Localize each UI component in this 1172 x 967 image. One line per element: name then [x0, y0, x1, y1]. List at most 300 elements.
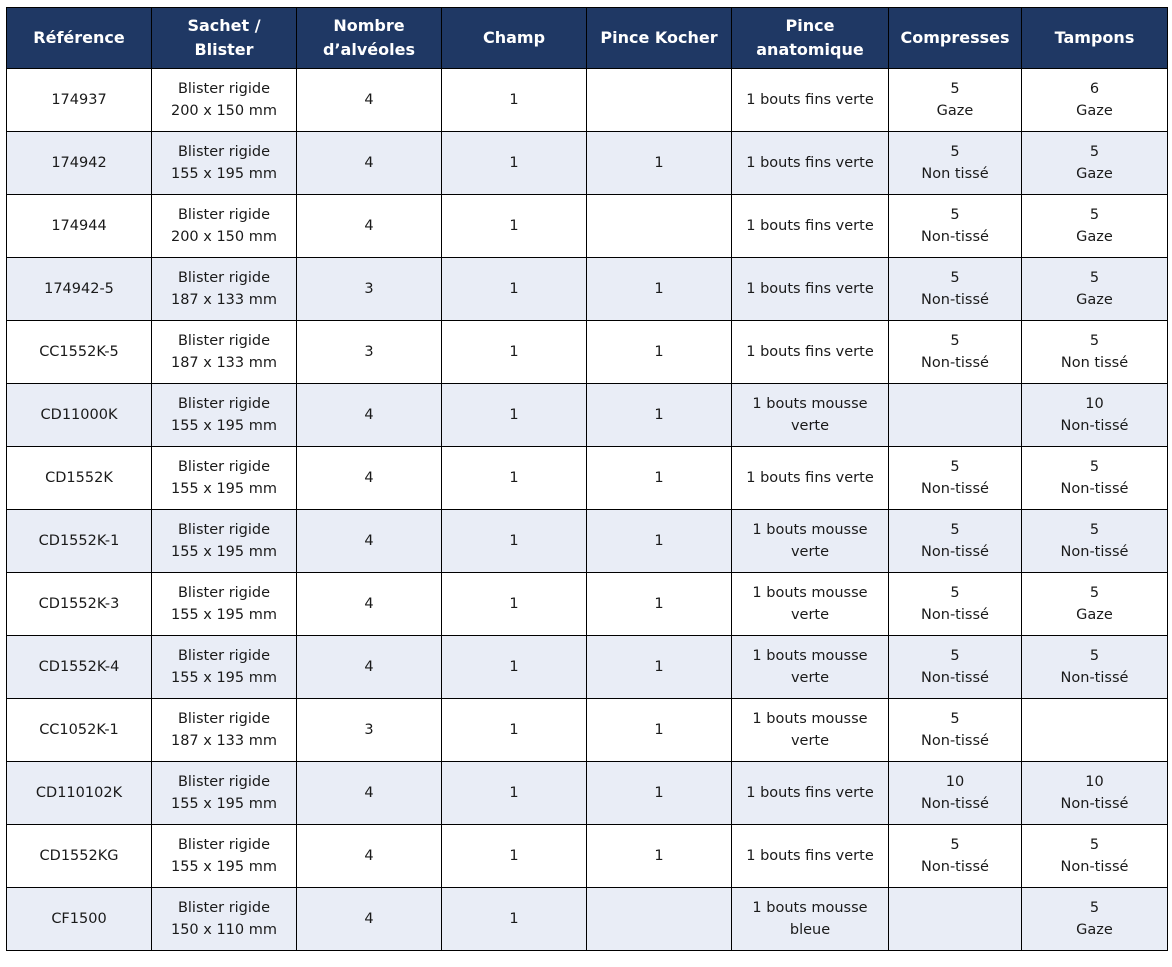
- cell-text-line: Blister rigide: [177, 459, 271, 475]
- cell-text-line: verte: [790, 670, 830, 686]
- cell-reference: [7, 447, 152, 510]
- cell-champ: [442, 384, 587, 447]
- table-row: [7, 888, 1168, 951]
- cell-compresses: [889, 258, 1022, 321]
- cell-text-line: 4: [364, 785, 374, 801]
- cell-text-line: Blister rigide: [177, 270, 271, 286]
- cell-text-line: 5: [1089, 270, 1100, 286]
- cell-reference: [7, 573, 152, 636]
- cell-text-line: 1: [509, 344, 519, 360]
- cell-champ: [442, 888, 587, 951]
- cell-text-line: 5: [1089, 900, 1100, 916]
- cell-text-line: Sachet /: [187, 16, 261, 35]
- cell-reference: [7, 510, 152, 573]
- cell-pince-anatomique: [732, 132, 889, 195]
- cell-text-line: 1: [654, 281, 664, 297]
- cell-text-line: 5: [1089, 837, 1100, 853]
- cell-pince-kocher: [587, 258, 732, 321]
- cell-tampons: [1022, 699, 1168, 762]
- cell-text-line: 4: [364, 155, 374, 171]
- cell-text-line: Blister: [194, 40, 254, 59]
- cell-pince-kocher: [587, 888, 732, 951]
- cell-text-line: Non-tissé: [1060, 481, 1129, 497]
- cell-text-line: Non-tissé: [921, 481, 989, 497]
- cell-text-line: CD1552K-3: [38, 596, 120, 612]
- cell-text-line: Gaze: [1076, 229, 1113, 245]
- cell-text-line: 187 x 133 mm: [170, 292, 277, 308]
- cell-champ: [442, 573, 587, 636]
- cell-pince-kocher: [587, 699, 732, 762]
- cell-text-line: Nombre: [333, 16, 405, 35]
- cell-pince-anatomique: [732, 195, 889, 258]
- cell-text-line: 1 bouts fins verte: [746, 155, 874, 171]
- cell-text-line: 4: [364, 470, 374, 486]
- cell-pince-anatomique: [732, 69, 889, 132]
- cell-reference: [7, 69, 152, 132]
- cell-text-line: 1 bouts fins verte: [746, 92, 874, 108]
- cell-text-line: verte: [790, 607, 830, 623]
- cell-sachet-blister: [152, 258, 297, 321]
- cell-text-line: Non-tissé: [921, 859, 989, 875]
- cell-text-line: 1: [654, 470, 664, 486]
- cell-text-line: Non tissé: [1060, 355, 1129, 371]
- cell-text-line: 1: [654, 407, 664, 423]
- cell-text-line: CD110102K: [35, 785, 123, 801]
- cell-text-line: 1: [509, 596, 519, 612]
- cell-text-line: Blister rigide: [177, 585, 271, 601]
- cell-text-line: 1: [654, 596, 664, 612]
- cell-pince-kocher: [587, 825, 732, 888]
- cell-text-line: Blister rigide: [177, 522, 271, 538]
- cell-tampons: [1022, 258, 1168, 321]
- cell-tampons: [1022, 762, 1168, 825]
- cell-compresses: [889, 69, 1022, 132]
- cell-compresses: [889, 762, 1022, 825]
- cell-reference: [7, 888, 152, 951]
- cell-text-line: 1 bouts fins verte: [746, 281, 874, 297]
- cell-text-line: 4: [364, 659, 374, 675]
- cell-text-line: 1: [509, 470, 519, 486]
- cell-text-line: CD1552KG: [39, 848, 119, 864]
- cell-sachet-blister: [152, 636, 297, 699]
- cell-nombre-alveoles: [297, 888, 442, 951]
- cell-text-line: 5: [950, 711, 960, 727]
- cell-reference: [7, 258, 152, 321]
- cell-nombre-alveoles: [297, 132, 442, 195]
- cell-text-line: 1: [509, 848, 519, 864]
- cell-text-line: 1: [509, 92, 519, 108]
- cell-sachet-blister: [152, 762, 297, 825]
- cell-text-line: 5: [950, 459, 960, 475]
- cell-text-line: 1 bouts fins verte: [746, 344, 874, 360]
- cell-pince-kocher: [587, 573, 732, 636]
- cell-text-line: Non-tissé: [921, 607, 989, 623]
- table-row: [7, 321, 1168, 384]
- cell-tampons: [1022, 321, 1168, 384]
- header-row: [7, 8, 1168, 69]
- cell-champ: [442, 825, 587, 888]
- cell-text-line: Non-tissé: [1060, 859, 1129, 875]
- cell-nombre-alveoles: [297, 384, 442, 447]
- cell-text-line: 1 bouts mousse: [752, 711, 868, 727]
- cell-text-line: 155 x 195 mm: [170, 796, 277, 812]
- cell-sachet-blister: [152, 132, 297, 195]
- cell-pince-kocher: [587, 321, 732, 384]
- cell-text-line: Non tissé: [921, 166, 989, 182]
- cell-sachet-blister: [152, 573, 297, 636]
- table-row: [7, 825, 1168, 888]
- cell-text-line: Non-tissé: [921, 229, 989, 245]
- cell-text-line: 155 x 195 mm: [170, 670, 277, 686]
- cell-text-line: Non-tissé: [1060, 418, 1129, 434]
- cell-reference: [7, 762, 152, 825]
- cell-pince-anatomique: [732, 825, 889, 888]
- product-table-container: [6, 7, 1168, 951]
- cell-text-line: 5: [1089, 333, 1100, 349]
- cell-text-line: 4: [364, 596, 374, 612]
- cell-reference: [7, 825, 152, 888]
- cell-text-line: 4: [364, 848, 374, 864]
- cell-nombre-alveoles: [297, 321, 442, 384]
- table-body: [7, 69, 1168, 951]
- cell-compresses: [889, 384, 1022, 447]
- cell-nombre-alveoles: [297, 825, 442, 888]
- cell-champ: [442, 321, 587, 384]
- cell-pince-anatomique: [732, 888, 889, 951]
- cell-text-line: 200 x 150 mm: [170, 103, 277, 119]
- cell-pince-anatomique: [732, 573, 889, 636]
- cell-text-line: 1: [509, 785, 519, 801]
- cell-text-line: 155 x 195 mm: [170, 418, 277, 434]
- cell-text-line: 155 x 195 mm: [170, 166, 277, 182]
- cell-nombre-alveoles: [297, 447, 442, 510]
- cell-text-line: 174944: [51, 218, 107, 234]
- cell-text-line: 10: [945, 774, 965, 790]
- cell-sachet-blister: [152, 699, 297, 762]
- cell-text-line: 1: [654, 155, 664, 171]
- cell-text-line: Blister rigide: [177, 81, 271, 97]
- cell-text-line: Non-tissé: [921, 796, 989, 812]
- table-row: [7, 132, 1168, 195]
- cell-compresses: [889, 573, 1022, 636]
- cell-compresses: [889, 510, 1022, 573]
- column-header-pince-anatomique: [732, 8, 889, 69]
- cell-text-line: Non-tissé: [921, 733, 989, 749]
- cell-text-line: Champ: [482, 28, 546, 47]
- cell-text-line: verte: [790, 544, 830, 560]
- cell-text-line: CC1552K-5: [39, 344, 119, 360]
- cell-sachet-blister: [152, 510, 297, 573]
- cell-text-line: 3: [364, 281, 374, 297]
- cell-text-line: 1 bouts mousse: [752, 648, 868, 664]
- cell-sachet-blister: [152, 321, 297, 384]
- cell-text-line: bleue: [789, 922, 831, 938]
- cell-tampons: [1022, 384, 1168, 447]
- cell-pince-anatomique: [732, 447, 889, 510]
- cell-text-line: verte: [790, 733, 830, 749]
- cell-sachet-blister: [152, 69, 297, 132]
- cell-champ: [442, 132, 587, 195]
- cell-tampons: [1022, 510, 1168, 573]
- cell-reference: [7, 321, 152, 384]
- cell-nombre-alveoles: [297, 573, 442, 636]
- cell-pince-anatomique: [732, 636, 889, 699]
- cell-pince-kocher: [587, 636, 732, 699]
- cell-pince-kocher: [587, 447, 732, 510]
- column-header-compresses: [889, 8, 1022, 69]
- cell-text-line: CD1552K: [45, 470, 113, 486]
- cell-tampons: [1022, 195, 1168, 258]
- cell-nombre-alveoles: [297, 258, 442, 321]
- cell-text-line: 1 bouts fins verte: [746, 470, 874, 486]
- column-header-champ: [442, 8, 587, 69]
- table-row: [7, 699, 1168, 762]
- cell-pince-anatomique: [732, 258, 889, 321]
- cell-text-line: 1: [654, 785, 664, 801]
- cell-tampons: [1022, 573, 1168, 636]
- cell-sachet-blister: [152, 825, 297, 888]
- cell-text-line: Gaze: [1076, 292, 1113, 308]
- column-header-sachet-blister: [152, 8, 297, 69]
- cell-text-line: 1: [509, 911, 519, 927]
- column-header-pince-kocher: [587, 8, 732, 69]
- cell-compresses: [889, 825, 1022, 888]
- column-header-nombre-alveoles: [297, 8, 442, 69]
- cell-text-line: 5: [950, 207, 960, 223]
- cell-text-line: Blister rigide: [177, 207, 271, 223]
- cell-text-line: Blister rigide: [177, 711, 271, 727]
- cell-text-line: 10: [1085, 396, 1104, 412]
- cell-text-line: 174942-5: [44, 281, 114, 297]
- cell-nombre-alveoles: [297, 69, 442, 132]
- cell-text-line: verte: [790, 418, 830, 434]
- cell-tampons: [1022, 132, 1168, 195]
- cell-pince-kocher: [587, 69, 732, 132]
- cell-text-line: Pince: [785, 16, 835, 35]
- cell-text-line: CF1500: [51, 911, 107, 927]
- cell-text-line: 5: [1089, 207, 1100, 223]
- table-row: [7, 510, 1168, 573]
- cell-text-line: Blister rigide: [177, 900, 271, 916]
- cell-text-line: 1 bouts mousse: [752, 396, 868, 412]
- cell-text-line: 4: [364, 533, 374, 549]
- cell-text-line: 1: [509, 218, 519, 234]
- cell-compresses: [889, 699, 1022, 762]
- cell-nombre-alveoles: [297, 636, 442, 699]
- cell-text-line: 5: [950, 585, 960, 601]
- cell-text-line: Gaze: [1076, 607, 1113, 623]
- cell-text-line: 187 x 133 mm: [170, 733, 277, 749]
- table-row: [7, 69, 1168, 132]
- cell-pince-kocher: [587, 195, 732, 258]
- cell-text-line: Compresses: [900, 28, 1010, 47]
- cell-text-line: CD1552K-1: [38, 533, 120, 549]
- cell-text-line: 1: [509, 533, 519, 549]
- cell-text-line: Blister rigide: [177, 774, 271, 790]
- cell-tampons: [1022, 69, 1168, 132]
- table-row: [7, 636, 1168, 699]
- cell-nombre-alveoles: [297, 762, 442, 825]
- cell-text-line: Blister rigide: [177, 144, 271, 160]
- cell-text-line: 5: [950, 648, 960, 664]
- cell-tampons: [1022, 825, 1168, 888]
- cell-text-line: Non-tissé: [1060, 670, 1129, 686]
- cell-text-line: 1: [654, 344, 664, 360]
- cell-text-line: 3: [364, 344, 374, 360]
- cell-text-line: 10: [1085, 774, 1104, 790]
- cell-text-line: Blister rigide: [177, 648, 271, 664]
- cell-text-line: 1 bouts fins verte: [746, 848, 874, 864]
- cell-text-line: 4: [364, 218, 374, 234]
- cell-text-line: 1: [509, 722, 519, 738]
- cell-text-line: Référence: [33, 28, 125, 47]
- cell-champ: [442, 510, 587, 573]
- cell-pince-anatomique: [732, 321, 889, 384]
- cell-reference: [7, 132, 152, 195]
- cell-text-line: 1 bouts mousse: [752, 522, 868, 538]
- cell-compresses: [889, 447, 1022, 510]
- cell-text-line: 3: [364, 722, 374, 738]
- cell-text-line: Blister rigide: [177, 333, 271, 349]
- cell-text-line: Gaze: [936, 103, 974, 119]
- cell-champ: [442, 762, 587, 825]
- cell-sachet-blister: [152, 888, 297, 951]
- cell-text-line: 187 x 133 mm: [170, 355, 277, 371]
- cell-compresses: [889, 636, 1022, 699]
- cell-text-line: Non-tissé: [921, 670, 989, 686]
- cell-text-line: 1: [509, 407, 519, 423]
- cell-text-line: Blister rigide: [177, 837, 271, 853]
- cell-text-line: d’alvéoles: [323, 40, 415, 59]
- table-row: [7, 762, 1168, 825]
- cell-text-line: 5: [950, 81, 960, 97]
- cell-text-line: 174937: [51, 92, 107, 108]
- cell-text-line: 5: [1089, 459, 1100, 475]
- cell-text-line: Non-tissé: [921, 292, 989, 308]
- cell-text-line: 1: [509, 155, 519, 171]
- cell-text-line: 4: [364, 92, 374, 108]
- cell-champ: [442, 195, 587, 258]
- cell-compresses: [889, 888, 1022, 951]
- cell-sachet-blister: [152, 195, 297, 258]
- cell-compresses: [889, 132, 1022, 195]
- cell-text-line: 1: [654, 722, 664, 738]
- product-table: [6, 7, 1168, 951]
- cell-text-line: 1 bouts fins verte: [746, 785, 874, 801]
- cell-pince-kocher: [587, 762, 732, 825]
- cell-text-line: 5: [950, 144, 960, 160]
- cell-text-line: CD1552K-4: [38, 659, 120, 675]
- cell-text-line: 1 bouts fins verte: [746, 218, 874, 234]
- cell-text-line: Non-tissé: [1060, 796, 1129, 812]
- cell-pince-anatomique: [732, 699, 889, 762]
- cell-text-line: Blister rigide: [177, 396, 271, 412]
- cell-tampons: [1022, 888, 1168, 951]
- table-header: [7, 8, 1168, 69]
- cell-text-line: 1 bouts mousse: [752, 900, 868, 916]
- cell-text-line: 1 bouts mousse: [752, 585, 868, 601]
- cell-tampons: [1022, 636, 1168, 699]
- cell-text-line: 5: [950, 522, 960, 538]
- column-header-reference: [7, 8, 152, 69]
- cell-text-line: 174942: [51, 155, 107, 171]
- table-row: [7, 384, 1168, 447]
- cell-text-line: Gaze: [1076, 922, 1113, 938]
- cell-text-line: Tampons: [1054, 28, 1135, 47]
- cell-text-line: 150 x 110 mm: [170, 922, 277, 938]
- cell-reference: [7, 384, 152, 447]
- cell-text-line: 155 x 195 mm: [170, 544, 277, 560]
- cell-pince-anatomique: [732, 510, 889, 573]
- cell-text-line: 1: [509, 659, 519, 675]
- cell-champ: [442, 699, 587, 762]
- cell-text-line: Non-tissé: [921, 355, 989, 371]
- cell-text-line: Pince Kocher: [600, 28, 718, 47]
- cell-champ: [442, 447, 587, 510]
- cell-nombre-alveoles: [297, 195, 442, 258]
- cell-compresses: [889, 195, 1022, 258]
- table-row: [7, 447, 1168, 510]
- cell-text-line: 5: [1089, 522, 1100, 538]
- cell-text-line: 5: [950, 837, 960, 853]
- cell-text-line: 200 x 150 mm: [170, 229, 277, 245]
- cell-nombre-alveoles: [297, 510, 442, 573]
- cell-text-line: 6: [1089, 81, 1100, 97]
- cell-text-line: Non-tissé: [1060, 544, 1129, 560]
- cell-text-line: CC1052K-1: [39, 722, 119, 738]
- cell-text-line: CD11000K: [40, 407, 118, 423]
- cell-champ: [442, 636, 587, 699]
- cell-text-line: Non-tissé: [921, 544, 989, 560]
- cell-reference: [7, 699, 152, 762]
- table-row: [7, 573, 1168, 636]
- cell-text-line: 5: [950, 270, 960, 286]
- cell-text-line: 1: [654, 533, 664, 549]
- cell-text-line: Gaze: [1076, 166, 1113, 182]
- cell-text-line: 155 x 195 mm: [170, 481, 277, 497]
- cell-champ: [442, 258, 587, 321]
- cell-text-line: 5: [1089, 648, 1100, 664]
- cell-pince-kocher: [587, 132, 732, 195]
- cell-nombre-alveoles: [297, 699, 442, 762]
- cell-pince-anatomique: [732, 762, 889, 825]
- cell-pince-kocher: [587, 384, 732, 447]
- cell-text-line: 155 x 195 mm: [170, 607, 277, 623]
- cell-pince-kocher: [587, 510, 732, 573]
- cell-compresses: [889, 321, 1022, 384]
- cell-text-line: 4: [364, 911, 374, 927]
- cell-text-line: 5: [950, 333, 960, 349]
- cell-text-line: 1: [654, 848, 664, 864]
- cell-text-line: anatomique: [756, 40, 864, 59]
- table-row: [7, 195, 1168, 258]
- cell-reference: [7, 636, 152, 699]
- cell-reference: [7, 195, 152, 258]
- cell-champ: [442, 69, 587, 132]
- table-row: [7, 258, 1168, 321]
- cell-tampons: [1022, 447, 1168, 510]
- cell-text-line: 5: [1089, 144, 1100, 160]
- column-header-tampons: [1022, 8, 1168, 69]
- cell-text-line: 1: [509, 281, 519, 297]
- cell-pince-anatomique: [732, 384, 889, 447]
- cell-text-line: Gaze: [1076, 103, 1113, 119]
- cell-text-line: 4: [364, 407, 374, 423]
- cell-text-line: 5: [1089, 585, 1100, 601]
- cell-sachet-blister: [152, 384, 297, 447]
- cell-text-line: 155 x 195 mm: [170, 859, 277, 875]
- cell-text-line: 1: [654, 659, 664, 675]
